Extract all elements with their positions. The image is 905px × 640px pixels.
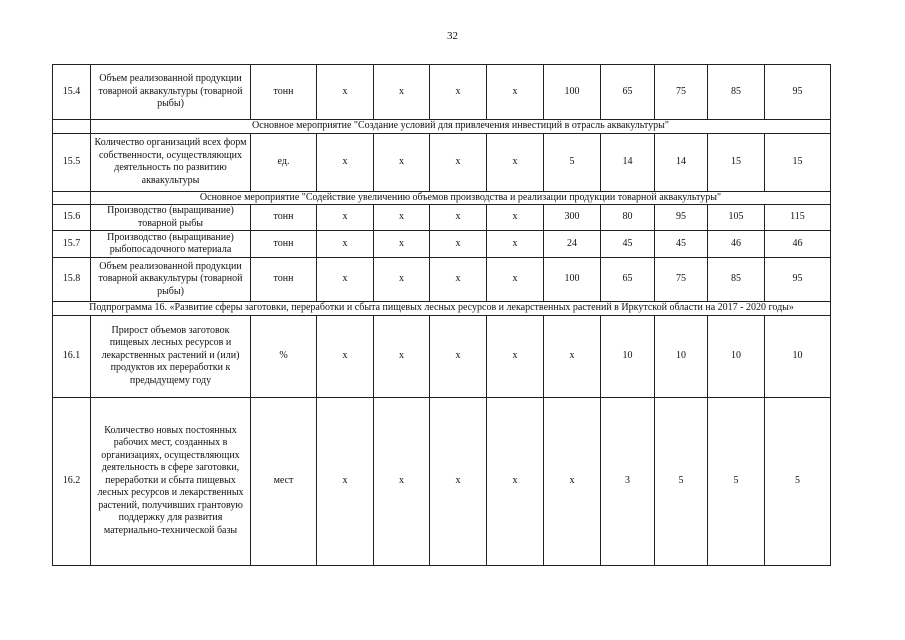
value-cell: x [487,65,544,120]
row-number: 15.5 [53,133,91,191]
value-cell: 45 [601,231,655,258]
value-cell: 5 [544,133,601,191]
value-cell: x [374,65,430,120]
table-row [53,397,831,565]
value-cell: x [374,205,430,231]
row-number: 16.1 [53,315,91,397]
unit-cell: тонн [251,231,317,258]
value-cell: x [374,258,430,302]
section-title: Основное мероприятие "Создание условий для привлечения инвестиций в отрасль аквакультуры" [91,120,831,134]
value-cell: x [430,231,487,258]
page-number: 32 [447,30,458,42]
table-row [53,133,831,191]
indicator-name: Прирост объемов заготовок пищевых лесных ресурсов и лекарственных растений и (или) продуктов их переработки к предыдущему году [91,315,251,397]
value-cell: 5 [765,397,831,565]
row-number: 16.2 [53,397,91,565]
value-cell: 95 [765,65,831,120]
value-cell: 115 [765,205,831,231]
value-cell: 80 [601,205,655,231]
value-cell: x [430,258,487,302]
value-cell: 85 [708,65,765,120]
table-row [53,65,831,120]
value-cell: x [317,133,374,191]
unit-cell: мест [251,397,317,565]
section-row [53,120,831,134]
value-cell: 300 [544,205,601,231]
unit-cell: тонн [251,65,317,120]
value-cell: 10 [601,315,655,397]
value-cell: x [317,258,374,302]
value-cell: 14 [655,133,708,191]
value-cell: x [487,315,544,397]
section-title: Основное мероприятие "Содействие увеличению объемов производства и реализации продукции товарной аквакультуры" [91,191,831,205]
value-cell: 10 [708,315,765,397]
value-cell: 85 [708,258,765,302]
value-cell: 95 [765,258,831,302]
value-cell: 46 [708,231,765,258]
value-cell: 3 [601,397,655,565]
table-row [53,205,831,231]
value-cell: x [430,397,487,565]
indicators-table [52,64,831,566]
value-cell: 75 [655,65,708,120]
value-cell: 65 [601,258,655,302]
value-cell: 14 [601,133,655,191]
value-cell: x [487,258,544,302]
value-cell: 45 [655,231,708,258]
unit-cell: % [251,315,317,397]
value-cell: x [374,397,430,565]
row-number: 15.8 [53,258,91,302]
value-cell: x [430,205,487,231]
indicator-name: Производство (выращивание) рыбопосадочного материала [91,231,251,258]
value-cell: 65 [601,65,655,120]
value-cell: x [374,133,430,191]
table-row [53,231,831,258]
value-cell: 75 [655,258,708,302]
subprogram-title: Подпрограмма 16. «Развитие сферы заготовки, переработки и сбыта пищевых лесных ресурсов и лекарственных растений в Иркутской области на 2017 - 2020 годы» [53,302,831,316]
row-number: 15.7 [53,231,91,258]
unit-cell: ед. [251,133,317,191]
row-number: 15.6 [53,205,91,231]
indicator-name: Производство (выращивание) товарной рыбы [91,205,251,231]
indicator-name: Количество организаций всех форм собственности, осуществляющих деятельность по развитию аквакультуры [91,133,251,191]
value-cell: x [317,65,374,120]
table-row [53,315,831,397]
row-number: 15.4 [53,65,91,120]
value-cell: x [317,205,374,231]
indicator-name: Объем реализованной продукции товарной аквакультуры (товарной рыбы) [91,258,251,302]
value-cell: 10 [765,315,831,397]
value-cell: x [317,397,374,565]
value-cell: 15 [765,133,831,191]
value-cell: x [430,133,487,191]
value-cell: 5 [655,397,708,565]
value-cell: x [374,315,430,397]
value-cell: 95 [655,205,708,231]
value-cell: 100 [544,65,601,120]
value-cell: x [544,397,601,565]
value-cell: x [430,65,487,120]
section-row [53,191,831,205]
value-cell: x [544,315,601,397]
subprogram-row [53,302,831,316]
value-cell: 15 [708,133,765,191]
row-number [53,120,91,134]
value-cell: x [487,397,544,565]
table-row [53,258,831,302]
value-cell: 24 [544,231,601,258]
unit-cell: тонн [251,205,317,231]
value-cell: x [487,133,544,191]
value-cell: 5 [708,397,765,565]
value-cell: x [487,231,544,258]
value-cell: 10 [655,315,708,397]
value-cell: x [374,231,430,258]
indicator-name: Объем реализованной продукции товарной аквакультуры (товарной рыбы) [91,65,251,120]
value-cell: x [317,315,374,397]
unit-cell: тонн [251,258,317,302]
value-cell: 100 [544,258,601,302]
row-number [53,191,91,205]
value-cell: x [317,231,374,258]
value-cell: 105 [708,205,765,231]
indicator-name: Количество новых постоянных рабочих мест, созданных в организациях, осуществляющих деятельность в сфере заготовки, переработки и сбыта пищевых лесных ресурсов и лекарственных растений, получивших грантовую поддержку для развития материально-технической базы [91,397,251,565]
value-cell: 46 [765,231,831,258]
value-cell: x [430,315,487,397]
value-cell: x [487,205,544,231]
